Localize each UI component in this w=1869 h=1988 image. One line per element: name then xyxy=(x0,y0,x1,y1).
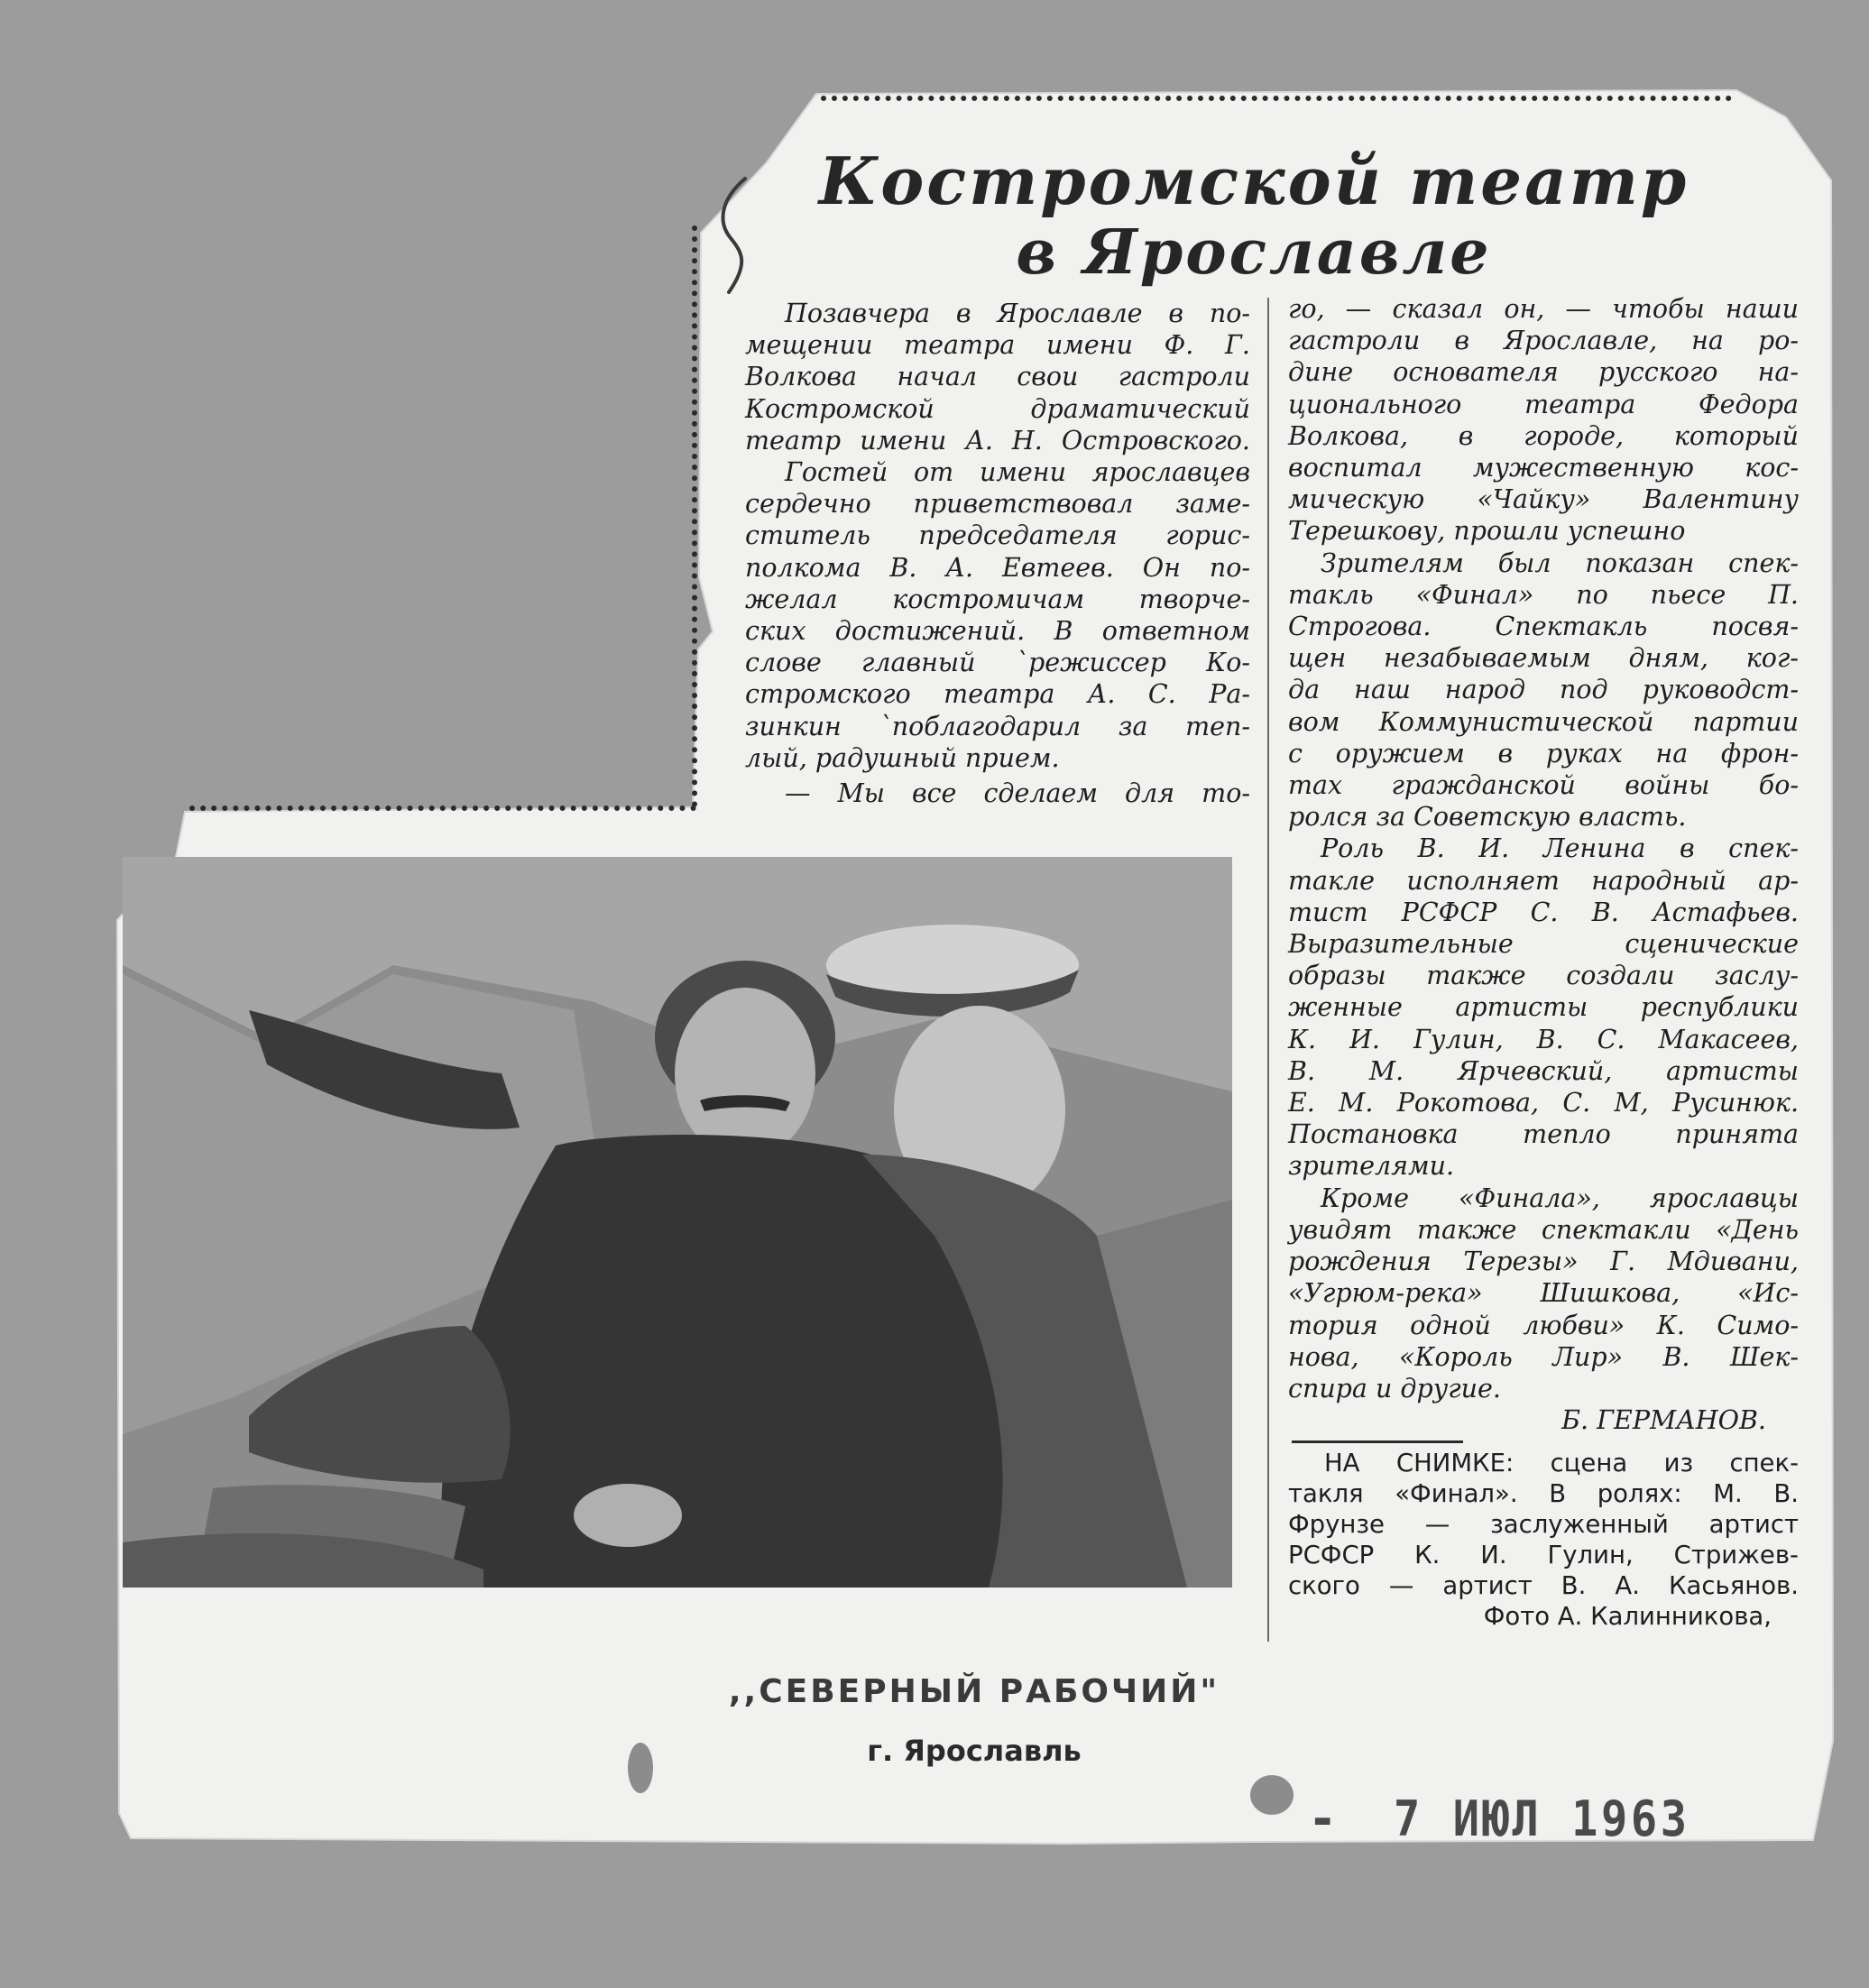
text-line: В. М. Ярчевский, артисты xyxy=(1288,1055,1799,1086)
perforation-left xyxy=(189,805,696,811)
text-line: К. И. Гулин, В. С. Макасеев, xyxy=(1288,1024,1799,1054)
text-line: Строгова. Спектакль посвя- xyxy=(1288,612,1799,642)
headline-line-2: в Ярославле xyxy=(1016,216,1492,289)
article-column-1 xyxy=(745,298,1250,809)
text-line: Волкова, в городе, который xyxy=(1288,420,1799,451)
text-line: тист РСФСР С. В. Астафьев. xyxy=(1288,897,1799,927)
text-line: Роль В. И. Ленина в спек- xyxy=(1321,833,1799,864)
text-line: щен незабываемым дням, ког- xyxy=(1288,643,1799,674)
text-line: Гостей от имени ярославцев xyxy=(785,457,1250,488)
text-line: рождения Терезы» Г. Мдивани, xyxy=(1288,1247,1799,1277)
text-line: увидят также спектакли «День xyxy=(1288,1214,1799,1245)
text-line: го, — сказал он, — чтобы наши xyxy=(1288,294,1799,324)
text-line: желал костромичам творче- xyxy=(745,584,1250,614)
pin-hole xyxy=(1245,1759,1299,1822)
column-rule xyxy=(1267,298,1269,1642)
text-line: Волкова начал свои гастроли xyxy=(745,362,1250,392)
caption-line: такля «Финал». В ролях: М. В. xyxy=(1288,1479,1799,1508)
caption-line: ского — артист В. А. Касьянов. xyxy=(1288,1571,1799,1600)
text-line: Е. М. Рокотова, С. М, Русинюк. xyxy=(1288,1088,1799,1118)
text-line: гастроли в Ярославле, на ро- xyxy=(1288,326,1799,356)
text-line: тория одной любви» К. Симо- xyxy=(1288,1310,1799,1340)
text-line: слове главный `режиссер Ко- xyxy=(745,648,1250,678)
headline-line-1: Костромской театр xyxy=(818,143,1689,219)
text-line: ролся за Советскую власть. xyxy=(1288,802,1687,833)
date-stamp-mark: - xyxy=(1312,1790,1333,1847)
text-line: такль «Финал» по пьесе П. xyxy=(1288,579,1799,610)
text-line: дине основателя русского на- xyxy=(1288,357,1799,388)
text-line: сердечно приветствовал заме- xyxy=(745,489,1250,520)
pin-hole xyxy=(622,1736,658,1799)
perforation-top xyxy=(821,96,1732,101)
text-line: Позавчера в Ярославле в по- xyxy=(785,299,1250,328)
text-line: лый, радушный прием. xyxy=(745,742,1060,773)
newspaper-name-stamp: ,,СЕВЕРНЫЙ РАБОЧИЙ" xyxy=(728,1673,1220,1710)
text-line: зинкин `поблагодарил за теп- xyxy=(745,711,1250,741)
text-line: ционального театра Федора xyxy=(1288,389,1799,419)
photo-caption xyxy=(1288,1448,1799,1632)
text-line: тах гражданской войны бо- xyxy=(1288,770,1799,801)
article-column-2 xyxy=(1288,293,1799,1436)
perforation-vertical xyxy=(692,225,697,807)
pencil-mark xyxy=(711,173,756,299)
text-line: театр имени А. Н. Островского. xyxy=(745,425,1250,456)
date-stamp: 7 ИЮЛ 1963 xyxy=(1394,1790,1690,1847)
text-line: Терешкову, прошли успешно xyxy=(1288,516,1686,547)
caption-rule xyxy=(1292,1440,1463,1443)
text-line: зрителями. xyxy=(1288,1151,1455,1182)
author-byline: Б. ГЕРМАНОВ. xyxy=(1561,1405,1766,1436)
photo-credit: Фото А. Калинникова, xyxy=(1483,1602,1772,1631)
text-line: Постановка тепло принята xyxy=(1288,1119,1799,1150)
newspaper-city-stamp: г. Ярославль xyxy=(867,1734,1082,1768)
text-line: да наш народ под руководст- xyxy=(1288,675,1799,705)
text-line: «Угрюм-река» Шишкова, «Ис- xyxy=(1288,1278,1799,1309)
text-line: ститель председателя горис- xyxy=(745,520,1250,551)
text-line: женные артисты республики xyxy=(1288,992,1799,1023)
caption-line: Фрунзе — заслуженный артист xyxy=(1288,1510,1799,1539)
text-line: мическую «Чайку» Валентину xyxy=(1288,484,1799,515)
text-line: — Мы все сделаем для то- xyxy=(785,778,1250,809)
text-line: ских достижений. В ответном xyxy=(745,616,1250,647)
text-line: Выразительные сценические xyxy=(1288,929,1799,960)
text-line: вом Коммунистической партии xyxy=(1288,706,1799,737)
text-line: Кроме «Финала», ярославцы xyxy=(1321,1183,1799,1213)
theatre-scene-photo xyxy=(123,857,1232,1588)
caption-line: НА СНИМКЕ: сцена из спек- xyxy=(1324,1449,1799,1477)
text-line: образы также создали заслу- xyxy=(1288,961,1799,991)
text-line: мещении театра имени Ф. Г. xyxy=(745,330,1250,361)
text-line: спира и другие. xyxy=(1288,1373,1501,1404)
text-line: полкома В. А. Евтеев. Он по- xyxy=(745,552,1250,583)
text-line: с оружием в руках на фрон- xyxy=(1288,738,1799,769)
text-line: такле исполняет народный ар- xyxy=(1288,865,1799,896)
text-line: нова, «Король Лир» В. Шек- xyxy=(1288,1341,1799,1372)
text-line: воспитал мужественную кос- xyxy=(1288,453,1799,483)
text-line: Зрителям был показан спек- xyxy=(1321,548,1799,578)
text-line: стромского театра А. С. Ра- xyxy=(745,679,1250,710)
text-line: Костромской драматический xyxy=(745,393,1250,424)
caption-line: РСФСР К. И. Гулин, Стрижев- xyxy=(1288,1541,1799,1569)
